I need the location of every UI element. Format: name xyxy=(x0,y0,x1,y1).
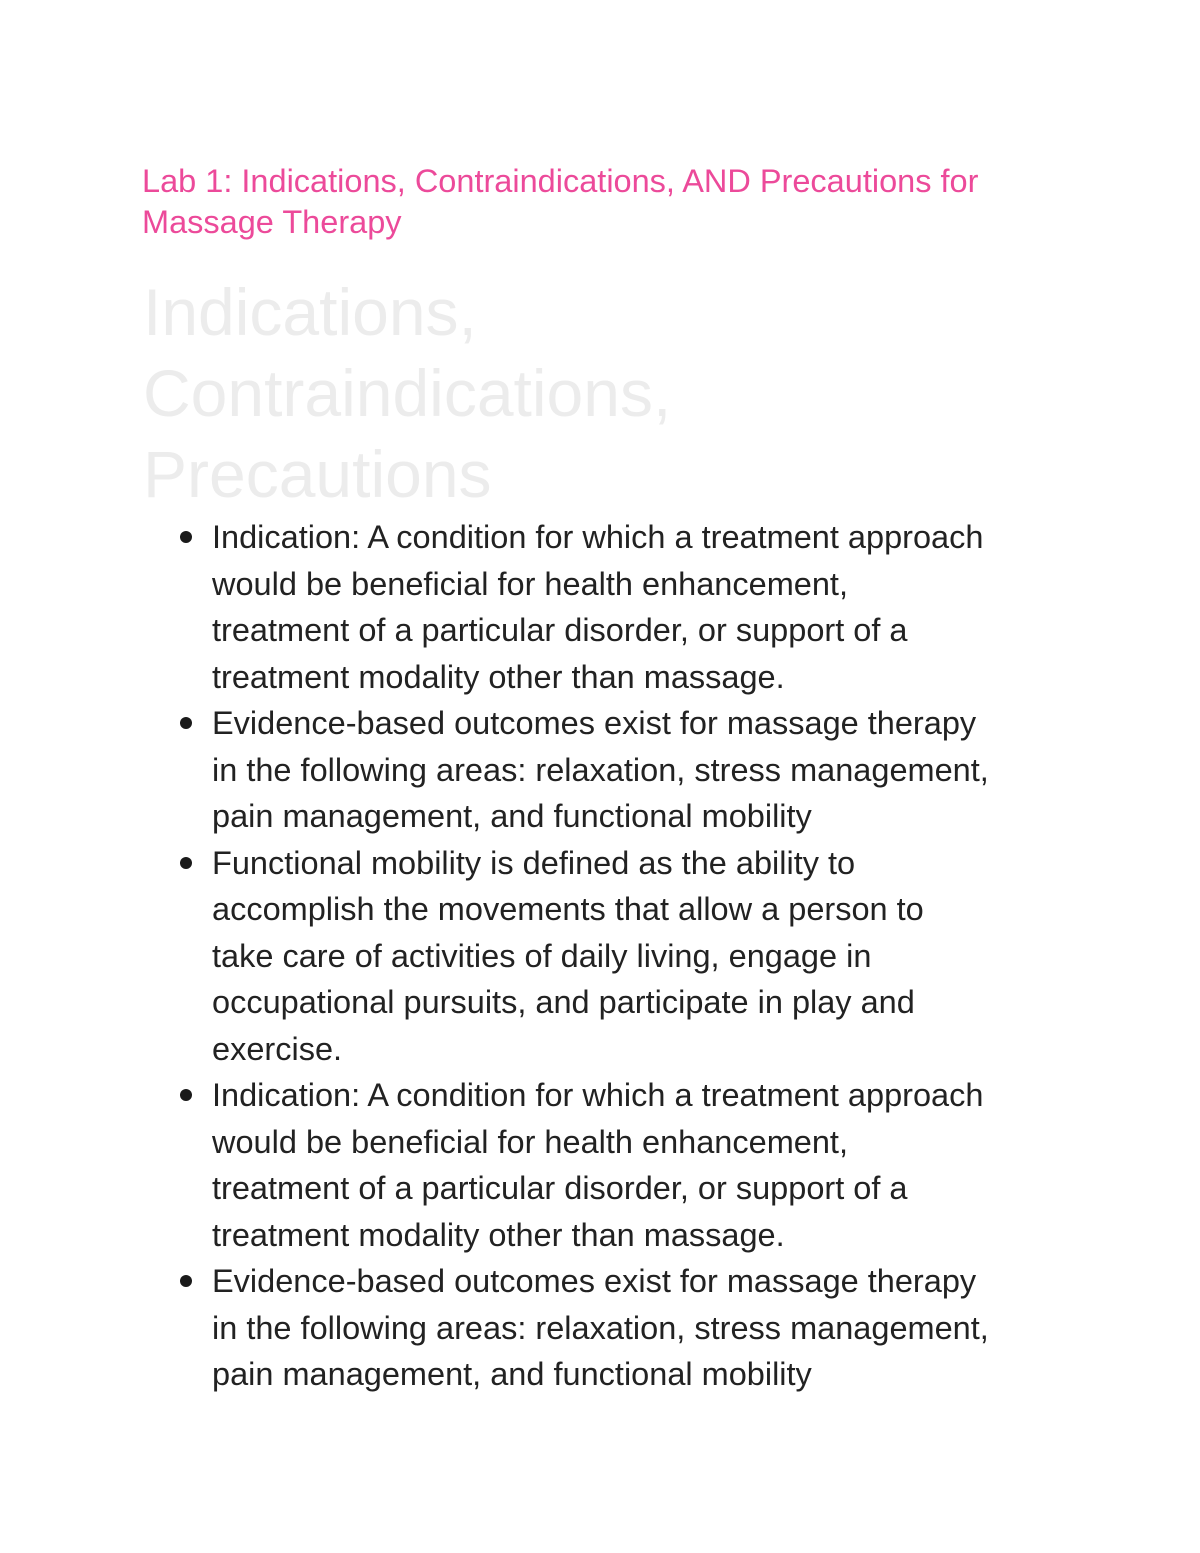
text-line: exercise. xyxy=(212,1030,343,1067)
list-item xyxy=(142,1258,1102,1398)
text-line: in the following areas: relaxation, stress management, xyxy=(212,751,989,788)
text-line: treatment modality other than massage. xyxy=(212,658,785,695)
text-line: Indication: A condition for which a treatment approach xyxy=(212,1077,984,1113)
text-line: would be beneficial for health enhancement, xyxy=(212,565,848,602)
text-line: treatment of a particular disorder, or support of a xyxy=(212,612,908,648)
bullet-icon xyxy=(180,857,192,869)
list-item-text xyxy=(212,700,1102,840)
text-line: would be beneficial for health enhancement, xyxy=(212,1123,848,1160)
text-line: accomplish the movements that allow a person to xyxy=(212,891,924,927)
list-item xyxy=(142,700,1102,840)
list-item-text xyxy=(212,1258,1102,1398)
text-line: Functional mobility is defined as the ability to xyxy=(212,844,856,881)
text-line: treatment of a particular disorder, or support of a xyxy=(212,1170,908,1206)
text-line: occupational pursuits, and participate in play and xyxy=(212,984,915,1020)
section-heading-line: Indications, xyxy=(143,275,477,349)
list-item xyxy=(142,514,1102,700)
text-line: take care of activities of daily living, engage in xyxy=(212,937,872,974)
bullet-icon xyxy=(180,717,192,729)
list-item-text xyxy=(212,1072,1102,1258)
list-item xyxy=(142,840,1102,1073)
list-item-text xyxy=(212,514,1102,700)
text-line: pain management, and functional mobility xyxy=(212,798,812,834)
text-line: Indication: A condition for which a treatment approach xyxy=(212,519,984,555)
bullet-icon xyxy=(180,1275,192,1287)
bullet-list xyxy=(142,514,1102,1398)
list-item-text xyxy=(212,840,1102,1073)
text-line: Evidence-based outcomes exist for massage therapy xyxy=(212,1263,977,1299)
list-item xyxy=(142,1072,1102,1258)
section-heading xyxy=(143,272,1043,515)
text-line: pain management, and functional mobility xyxy=(212,1356,812,1392)
bullet-icon xyxy=(180,1089,192,1101)
section-heading-line: Precautions xyxy=(143,437,492,511)
document-title: Lab 1: Indications, Contraindications, AND Precautions for Massage Therapy xyxy=(142,163,979,240)
text-line: in the following areas: relaxation, stress management, xyxy=(212,1309,989,1346)
text-line: Evidence-based outcomes exist for massage therapy xyxy=(212,705,977,741)
bullet-icon xyxy=(180,531,192,543)
text-line: treatment modality other than massage. xyxy=(212,1216,785,1253)
section-heading-line: Contraindications, xyxy=(143,356,672,430)
